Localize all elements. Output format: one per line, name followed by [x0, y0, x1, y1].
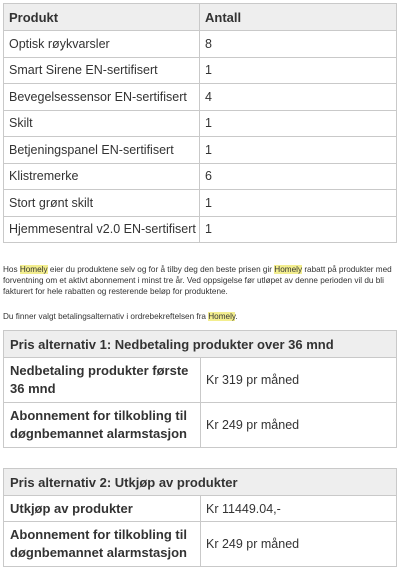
price-label: Utkjøp av produkter [4, 496, 201, 522]
payment-text: Du finner valgt betalingsalternativ i ordrebekreftelsen fra [3, 312, 209, 321]
table-row [4, 190, 397, 217]
table-row [4, 163, 397, 190]
table-row [4, 496, 397, 522]
ownership-info-paragraph [3, 264, 397, 297]
product-name: Betjeningspanel EN-sertifisert [4, 137, 200, 164]
table-row [4, 31, 397, 58]
price-alternative-1-title: Pris alternativ 1: Nedbetaling produkter over 36 mnd [4, 331, 397, 358]
product-name: Optisk røykvarsler [4, 31, 200, 58]
payment-text: . [235, 312, 238, 321]
column-header-quantity: Antall [200, 4, 397, 31]
product-quantity: 6 [200, 163, 397, 190]
product-name: Hjemmesentral v2.0 EN-sertifisert [4, 216, 200, 243]
table-row [4, 84, 397, 111]
price-label: Nedbetaling produkter første 36 mnd [4, 358, 201, 403]
info-text: rabatt på produkter med forventning om et aktivt abonnement i minst tre år. Ved oppsigelse før utløpet av denne perioden vil du bli fakturert for hele rabatten og resterende beløp for produktene. [3, 265, 392, 296]
price-alternative-2-header [4, 469, 397, 496]
product-name: Smart Sirene EN-sertifisert [4, 57, 200, 84]
payment-info-paragraph [3, 311, 397, 322]
product-quantity: 1 [200, 216, 397, 243]
products-table [3, 3, 397, 243]
product-name: Klistremerke [4, 163, 200, 190]
price-value: Kr 11449.04,- [201, 496, 397, 522]
table-row [4, 137, 397, 164]
price-label: Abonnement for tilkobling til døgnbemannet alarmstasjon [4, 403, 201, 448]
table-row [4, 110, 397, 137]
table-row [4, 57, 397, 84]
price-alternative-1-header [4, 331, 397, 358]
price-alternative-2-table [3, 468, 397, 567]
table-row [4, 358, 397, 403]
product-name: Skilt [4, 110, 200, 137]
price-alternative-2-title: Pris alternativ 2: Utkjøp av produkter [4, 469, 397, 496]
price-value: Kr 249 pr måned [201, 522, 397, 567]
info-text: Hos [3, 265, 20, 274]
product-quantity: 1 [200, 137, 397, 164]
table-row [4, 216, 397, 243]
product-quantity: 1 [200, 110, 397, 137]
brand-highlight: Homely [274, 265, 303, 274]
price-value: Kr 319 pr måned [201, 358, 397, 403]
price-alternative-1-table [3, 330, 397, 448]
table-row [4, 403, 397, 448]
price-value: Kr 249 pr måned [201, 403, 397, 448]
products-table-header-row [4, 4, 397, 31]
product-quantity: 8 [200, 31, 397, 58]
product-quantity: 1 [200, 190, 397, 217]
brand-highlight: Homely [19, 265, 48, 274]
product-quantity: 1 [200, 57, 397, 84]
info-text: eier du produktene selv og for å tilby deg den beste prisen gir [47, 265, 275, 274]
product-quantity: 4 [200, 84, 397, 111]
table-row [4, 522, 397, 567]
brand-highlight: Homely [208, 312, 236, 321]
product-name: Stort grønt skilt [4, 190, 200, 217]
product-name: Bevegelsessensor EN-sertifisert [4, 84, 200, 111]
column-header-product: Produkt [4, 4, 200, 31]
price-label: Abonnement for tilkobling til døgnbemannet alarmstasjon [4, 522, 201, 567]
